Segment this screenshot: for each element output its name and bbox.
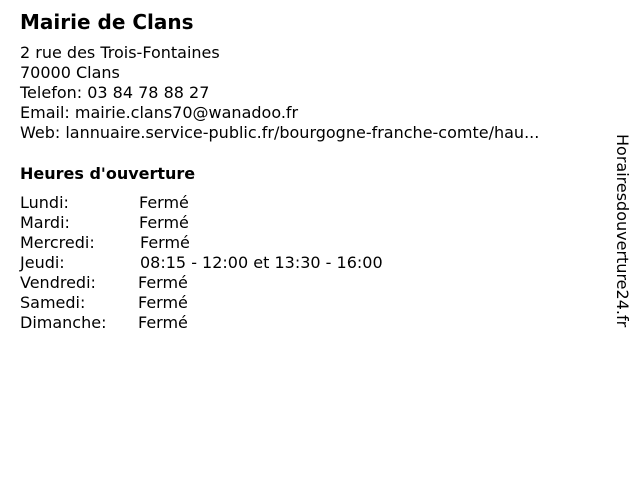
hours-day: Mercredi: [20, 233, 95, 252]
hours-day: Lundi: [20, 193, 69, 212]
page-title: Mairie de Clans [20, 10, 194, 34]
hours-time: 08:15 - 12:00 et 13:30 - 16:00 [140, 253, 383, 272]
hours-time: Fermé [138, 313, 188, 332]
address-street: 2 rue des Trois-Fontaines [20, 43, 220, 62]
address-city: 70000 Clans [20, 63, 120, 82]
watermark-text: Horairesdouverture24.fr [613, 134, 632, 328]
hours-time: Fermé [138, 273, 188, 292]
address-web: Web: lannuaire.service-public.fr/bourgogne-franche-comte/hau... [20, 123, 540, 142]
hours-time: Fermé [139, 193, 189, 212]
hours-time: Fermé [140, 233, 190, 252]
address-phone: Telefon: 03 84 78 88 27 [20, 83, 210, 102]
hours-time: Fermé [138, 293, 188, 312]
hours-day: Jeudi: [20, 253, 65, 272]
address-block [20, 43, 539, 143]
hours-title: Heures d'ouverture [20, 164, 196, 183]
hours-day: Mardi: [20, 213, 70, 232]
address-email: Email: mairie.clans70@wanadoo.fr [20, 103, 299, 122]
hours-time: Fermé [139, 213, 189, 232]
hours-day: Dimanche: [20, 313, 107, 332]
hours-day: Vendredi: [20, 273, 96, 292]
hours-day: Samedi: [20, 293, 86, 312]
watermark-vertical [612, 134, 632, 374]
